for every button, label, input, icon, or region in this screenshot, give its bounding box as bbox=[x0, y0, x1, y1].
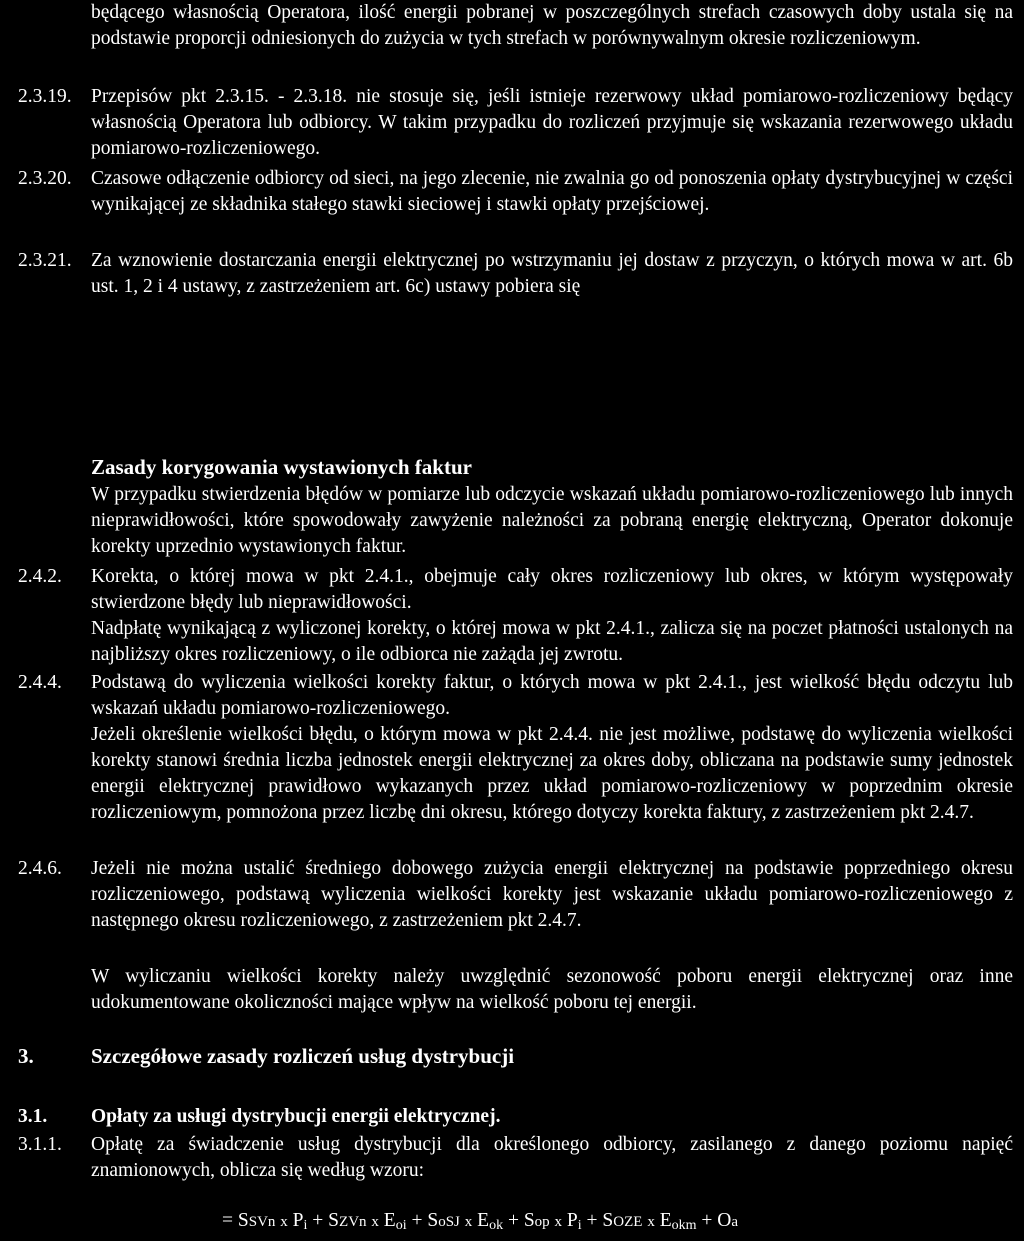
formula-symbol: S bbox=[237, 1210, 249, 1231]
formula-symbol-subscript: SVn bbox=[248, 1214, 276, 1230]
paragraph-number: 2.3.21. bbox=[18, 250, 72, 271]
paragraph-text: Jeżeli określenie wielkości błędu, o którym mowa w pkt 2.4.4. nie jest możliwe, podstawę do wyliczenia wielkości korekty stanowi średnia liczba jednostek energii elektrycznej za okres doby, obliczana na podstawie sumy jednostek energii elektrycznej prawidłowo wykazanych przez układ pomiarowo-rozliczeniowy w poprzednim okresie rozliczeniowym, pomnożona przez liczbę dni okresu, którego dotyczy korekta faktury, z zastrzeżeniem pkt 2.4.7. bbox=[91, 724, 1013, 823]
formula-variable-subscript: oi bbox=[395, 1218, 407, 1233]
formula-term bbox=[503, 1210, 582, 1231]
formula-variable: P bbox=[566, 1210, 578, 1231]
paragraph-number: 3.1.1. bbox=[18, 1134, 62, 1155]
formula-operator: + bbox=[507, 1210, 519, 1231]
formula-multiply: x bbox=[464, 1214, 473, 1230]
formula-operator: + bbox=[312, 1210, 324, 1231]
section-title: Szczegółowe zasady rozliczeń usług dystrybucji bbox=[91, 1044, 515, 1068]
paragraph-text: Opłatę za świadczenie usług dystrybucji dla określonego odbiorcy, zasilanego z danego poziomu napięć znamionowych, oblicza się według wzoru: bbox=[91, 1134, 1013, 1181]
paragraph-number: 2.3.19. bbox=[18, 86, 72, 107]
formula-operator: + bbox=[411, 1210, 423, 1231]
formula-symbol: O bbox=[717, 1210, 732, 1231]
formula-operator: + bbox=[701, 1210, 713, 1231]
formula-term bbox=[582, 1210, 697, 1231]
formula-variable-subscript: ok bbox=[489, 1218, 504, 1233]
paragraph-text: Podstawą do wyliczenia wielkości korekty faktur, o których mowa w pkt 2.4.1., jest wielkość błędu odczytu lub wskazań układu pomiarowo-rozliczeniowego. bbox=[91, 672, 1013, 719]
formula-symbol: S bbox=[523, 1210, 535, 1231]
section-number: 3. bbox=[18, 1044, 34, 1068]
paragraph-number: 2.4.2. bbox=[18, 566, 62, 587]
formula-term bbox=[407, 1210, 503, 1231]
paragraph-number: 2.3.20. bbox=[18, 168, 72, 189]
formula-variable-subscript: i bbox=[303, 1218, 308, 1233]
formula-operator: + bbox=[586, 1210, 598, 1231]
formula-variable: E bbox=[477, 1210, 490, 1231]
section-title: Opłaty za usługi dystrybucji energii elektrycznej. bbox=[91, 1106, 501, 1127]
paragraph-number: 2.4.6. bbox=[18, 858, 62, 879]
formula-term bbox=[307, 1210, 406, 1231]
formula-variable: P bbox=[292, 1210, 304, 1231]
paragraph-text: Nadpłatę wynikającą z wyliczonej korekty, o której mowa w pkt 2.4.1., zalicza się na poczet płatności ustalonych na najbliższy okres rozliczeniowy, o ile odbiorca nie zażąda jej zwrotu. bbox=[91, 618, 1013, 665]
fee-formula bbox=[222, 1208, 738, 1239]
formula-symbol-subscript: a bbox=[731, 1214, 739, 1230]
formula-symbol: S bbox=[602, 1210, 614, 1231]
formula-multiply: x bbox=[647, 1214, 655, 1230]
formula-symbol: S bbox=[427, 1210, 439, 1231]
paragraph-text: W przypadku stwierdzenia błędów w pomiarze lub odczycie wskazań układu pomiarowo-rozliczeniowego lub innych nieprawidłowości, które spowodowały zawyżenie należności za pobraną energię elektryczną, Operator dokonuje korekty uprzednio wystawionych faktur. bbox=[91, 484, 1013, 557]
formula-variable-subscript: i bbox=[577, 1218, 582, 1233]
formula-variable: E bbox=[659, 1210, 672, 1231]
paragraph-text: Za wznowienie dostarczania energii elektrycznej po wstrzymaniu jej dostaw z przyczyn, o których mowa w art. 6b ust. 1, 2 i 4 ustawy, z zastrzeżeniem art. 6c) ustawy pobiera się bbox=[91, 250, 1013, 297]
formula-term bbox=[697, 1210, 739, 1231]
formula-multiply: x bbox=[280, 1214, 288, 1230]
paragraph-text: Korekta, o której mowa w pkt 2.4.1., obejmuje cały okres rozliczeniowy lub okres, w którym występowały stwierdzone błędy lub nieprawidłowości. bbox=[91, 566, 1013, 613]
formula-symbol-subscript: op bbox=[534, 1214, 550, 1230]
paragraph-text: Jeżeli nie można ustalić średniego dobowego zużycia energii elektrycznej na podstawie poprzedniego okresu rozliczeniowego, podstawą wyliczenia wielkości korekty jest wskazanie układu pomiarowo-rozliczeniowego z następnego okresu rozliczeniowego, z zastrzeżeniem pkt 2.4.7. bbox=[91, 858, 1013, 931]
formula-variable-subscript: okm bbox=[671, 1218, 697, 1233]
formula-symbol-subscript: OZE bbox=[613, 1214, 643, 1230]
formula-multiply: x bbox=[554, 1214, 563, 1230]
paragraph-text: Czasowe odłączenie odbiorcy od sieci, na jego zlecenie, nie zwalnia go od ponoszenia opłaty dystrybucyjnej w części wynikającej ze składnika stałego stawki sieciowej i stawki opłaty przejściowej. bbox=[91, 168, 1013, 215]
formula-symbol: S bbox=[328, 1210, 340, 1231]
paragraph-text: Przepisów pkt 2.3.15. - 2.3.18. nie stosuje się, jeśli istnieje rezerwowy układ pomiarowo-rozliczeniowy będący własnością Operatora lub odbiorcy. W takim przypadku do rozliczeń przyjmuje się wskazania rezerwowego układu pomiarowo-rozliczeniowego. bbox=[91, 86, 1013, 159]
formula-multiply: x bbox=[371, 1214, 379, 1230]
paragraph-number: 2.4.4. bbox=[18, 672, 62, 693]
formula-terms bbox=[238, 1210, 738, 1231]
formula-equals: = bbox=[222, 1210, 233, 1231]
section-title: Zasady korygowania wystawionych faktur bbox=[91, 455, 472, 479]
formula-symbol-subscript: ZVn bbox=[339, 1214, 367, 1230]
paragraph-text: W wyliczaniu wielkości korekty należy uwzględnić sezonowość poboru energii elektrycznej oraz inne udokumentowane okoliczności mające wpływ na wielkość poboru tej energii. bbox=[91, 966, 1013, 1013]
formula-symbol-subscript: oSJ bbox=[438, 1214, 460, 1230]
section-number: 3.1. bbox=[18, 1106, 48, 1127]
formula-variable: E bbox=[383, 1210, 396, 1231]
formula-term bbox=[238, 1210, 308, 1231]
paragraph-text: będącego własnością Operatora, ilość energii pobranej w poszczególnych strefach czasowych doby ustala się na podstawie proporcji odniesionych do zużycia w tych strefach w porównywalnym okresie rozliczeniowym. bbox=[91, 2, 1013, 49]
